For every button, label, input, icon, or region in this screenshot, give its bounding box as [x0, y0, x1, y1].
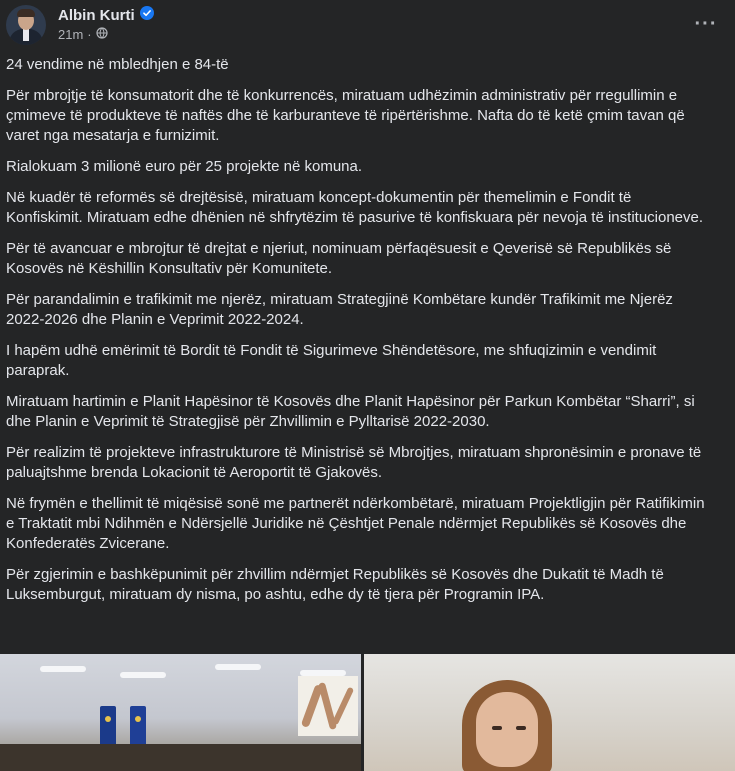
post-header: [6, 5, 729, 45]
post-photo-grid: [0, 654, 735, 771]
post-paragraph: Miratuam hartimin e Planit Hapësinor të Kosovës dhe Planit Hapësinor për Parkun Kombëtar “Sharri”, si dhe Planin e Veprimit të Strategjisë për Zhvillimin e Pylltarisë 2022-2030.: [6, 393, 695, 430]
meta-separator: ·: [87, 27, 92, 42]
post-paragraph: Për realizim të projekteve infrastrukturore të Ministrisë së Mbrojtjes, miratuam shpronësimin e pronave të paluajtshme brenda Lokacionit të Aeroportit të Gjakovës.: [6, 444, 702, 481]
post-timestamp[interactable]: 21m: [58, 27, 84, 42]
post-paragraph: Në frymën e thellimit të miqësisë sonë me partnerët ndërkombëtarë, miratuam Projektligjin për Ratifikimin e Traktatit mbi Ndihmën e Ndërsjellë Juridike në Çështjet Penale ndërmjet Republikës së Kosovës dhe Konfederatës Zvicerane.: [6, 495, 705, 552]
more-horizontal-icon: ···: [694, 13, 718, 35]
post-paragraph: I hapëm udhë emërimit të Bordit të Fondit të Sigurimeve Shëndetësore, me shfuqizimin e vendimit paraprak.: [6, 342, 657, 379]
author-avatar[interactable]: [6, 5, 46, 45]
post-paragraph: Për zgjerimin e bashkëpunimit për zhvillim ndërmjet Republikës së Kosovës dhe Dukatit të Madh të Luksemburgut, miratuam dy nisma, po ashtu, edhe dy të tjera për Programin IPA.: [6, 566, 664, 603]
post-title-line: 24 vendime në mbledhjen e 84-të: [6, 56, 229, 73]
globe-icon[interactable]: [96, 27, 108, 42]
post-paragraph: Për mbrojtje të konsumatorit dhe të konkurrencës, miratuam udhëzimin administrativ për rregullimin e çmimeve të produkteve të naftës dhe të karburanteve të ripërtërishme. Nafta do të ketë çmim tavan që varet nga mesatarja e furnizimit.: [6, 87, 685, 144]
author-name[interactable]: Albin Kurti: [58, 7, 135, 24]
post-text: [6, 55, 711, 616]
post-paragraph: Për të avancuar e mbrojtur të drejtat e njeriut, nominuam përfaqësuesit e Qeverisë së Republikës së Kosovës në Këshillin Konsultativ për Komunitete.: [6, 240, 672, 277]
post-paragraph: Në kuadër të reformës së drejtësisë, miratuam koncept-dokumentin për themelimin e Fondit të Konfiskimit. Miratuam edhe dhënien në shfrytëzim të pasurive të konfiskuara për nevoja të institucioneve.: [6, 189, 704, 226]
more-options-button[interactable]: [693, 11, 719, 37]
minister-photo[interactable]: [364, 654, 735, 771]
post-meta: [58, 27, 108, 42]
post-paragraph: Rialokuam 3 milionë euro për 25 projekte në komuna.: [6, 158, 363, 175]
post-paragraph: Për parandalimin e trafikimit me njerëz, miratuam Strategjinë Kombëtare kundër Trafikimit me Njerëz 2022-2026 dhe Planin e Veprimit 2022-2024.: [6, 291, 673, 328]
verified-badge-icon: [140, 6, 154, 25]
meeting-room-photo[interactable]: [0, 654, 361, 771]
author-row: [58, 6, 154, 25]
